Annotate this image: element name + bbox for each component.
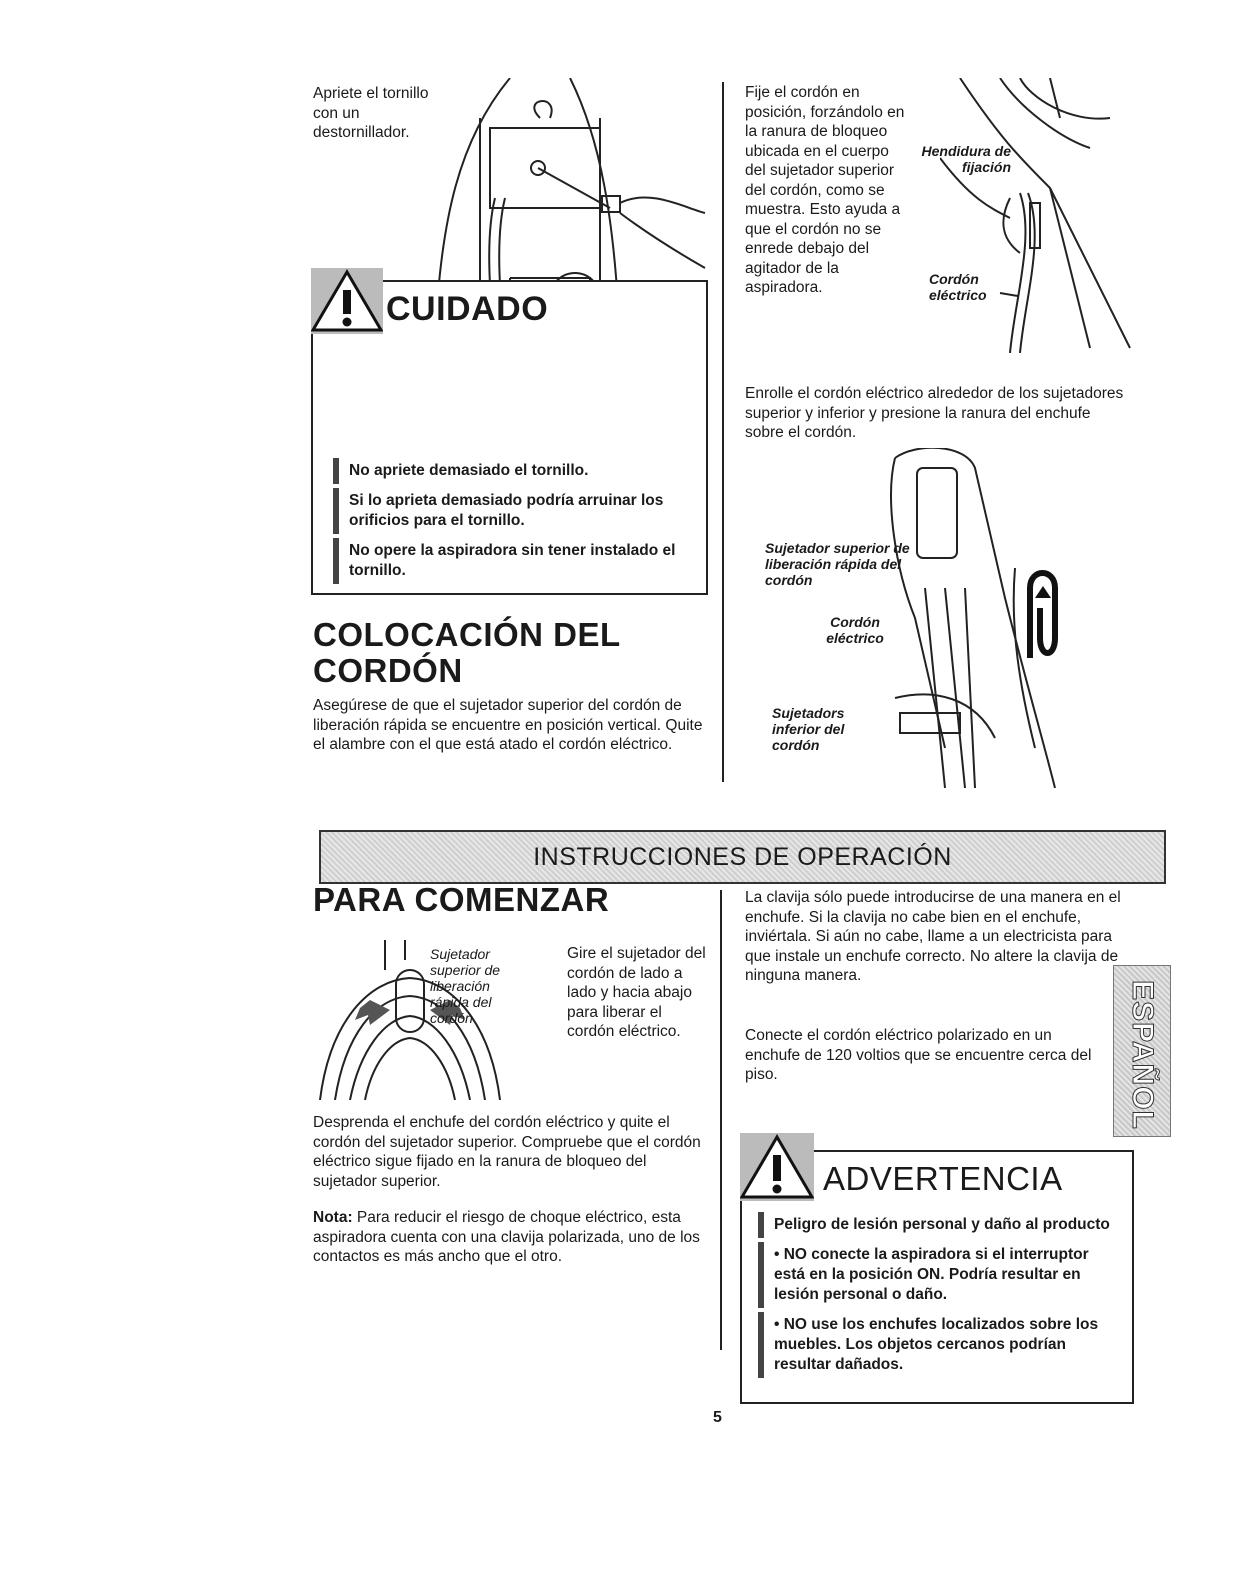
- cord-label-mid: Cordón eléctrico: [826, 614, 884, 646]
- cord-placement-heading-line2: CORDÓN: [313, 652, 463, 689]
- warning-item: • NO use los enchufes localizados sobre los muebles. Los objetos cercanos podrían resultar dañados.: [758, 1312, 1120, 1378]
- upper-clip-label: Sujetador superior de liberación rápida del cordón: [765, 540, 910, 588]
- slot-illustration: [940, 78, 1140, 353]
- plug-orientation-text: La clavija sólo puede introducirse de una manera en el enchufe. Si la clavija no cabe bien en el enchufe, inviértala. Si aún no cabe, llame a un electricista para que instale un enchufe correcto. No altere la clavija de ninguna manera.: [745, 889, 1121, 984]
- turn-clip-text: Gire el sujetador del cordón de lado a lado y hacia abajo para liberar el cordón eléctrico.: [567, 945, 706, 1040]
- caution-warning-icon: [311, 268, 383, 334]
- language-tab: [1113, 965, 1171, 1137]
- warning-item: • NO conecte la aspiradora si el interruptor está en la posición ON. Podría resultar en lesión personal o daño.: [758, 1242, 1120, 1308]
- cord-placement-text: Asegúrese de que el sujetador superior del cordón de liberación rápida se encuentre en posición vertical. Quite el alambre con el que está atado el cordón eléctrico.: [313, 697, 703, 753]
- page-number: 5: [713, 1409, 722, 1426]
- operation-banner-title: INSTRUCCIONES DE OPERACIÓN: [533, 843, 952, 871]
- warning-item: Peligro de lesión personal y daño al producto: [758, 1212, 1120, 1238]
- lock-slot-instruction: Fije el cordón en posición, forzándolo en la ranura de bloqueo ubicada en el cuerpo del sujetador superior del cordón, como se muestra. Esto ayuda a que el cordón no se enrede debajo del agitador de la aspiradora.: [745, 84, 905, 296]
- note-text: [313, 1208, 705, 1267]
- caution-item: No opere la aspiradora sin tener instalado el tornillo.: [333, 538, 688, 584]
- cord-placement-heading: [313, 617, 713, 689]
- screw-instruction: Apriete el tornillo con un destornillador.: [313, 85, 429, 141]
- caution-title: CUIDADO: [386, 290, 549, 328]
- note-body: Para reducir el riesgo de choque eléctrico, esta aspiradora cuenta con una clavija polarizada, uno de los contactos es más ancho que el otro.: [313, 1209, 700, 1265]
- caution-item: No apriete demasiado el tornillo.: [333, 458, 688, 484]
- note-label: Nota:: [313, 1209, 353, 1226]
- column-divider-top: [722, 82, 724, 782]
- warning-title: ADVERTENCIA: [823, 1160, 1063, 1197]
- release-clip-label: Sujetador superior de liberación rápida del cordón: [430, 946, 501, 1026]
- plug-connect-text: Conecte el cordón eléctrico polarizado en un enchufe de 120 voltios que se encuentre cerca del piso.: [745, 1027, 1092, 1083]
- warning-icon: [740, 1133, 814, 1201]
- wrap-instruction: Enrolle el cordón eléctrico alrededor de los sujetadores superior y inferior y presione la ranura del enchufe sobre el cordón.: [745, 385, 1124, 441]
- warning-items: [758, 1212, 1120, 1382]
- caution-items: [333, 458, 688, 588]
- getting-started-heading: PARA COMENZAR: [313, 881, 610, 918]
- column-divider-bottom: [720, 890, 722, 1350]
- language-tab-label: ESPAÑOL: [1126, 980, 1159, 1130]
- caution-item: Si lo aprieta demasiado podría arruinar los orificios para el tornillo.: [333, 488, 688, 534]
- cord-placement-heading-line1: COLOCACIÓN DEL: [313, 616, 621, 653]
- lower-clip-label: Sujetadors inferior del cordón: [772, 705, 845, 753]
- operation-banner: [319, 830, 1166, 884]
- slot-label: Hendidura de fijación: [921, 143, 1011, 175]
- detach-plug-text: Desprenda el enchufe del cordón eléctrico y quite el cordón del sujetador superior. Compruebe que el cordón eléctrico sigue fijado en la ranura de bloqueo del sujetador superior.: [313, 1114, 701, 1190]
- cord-label-top: Cordón eléctrico: [929, 271, 987, 303]
